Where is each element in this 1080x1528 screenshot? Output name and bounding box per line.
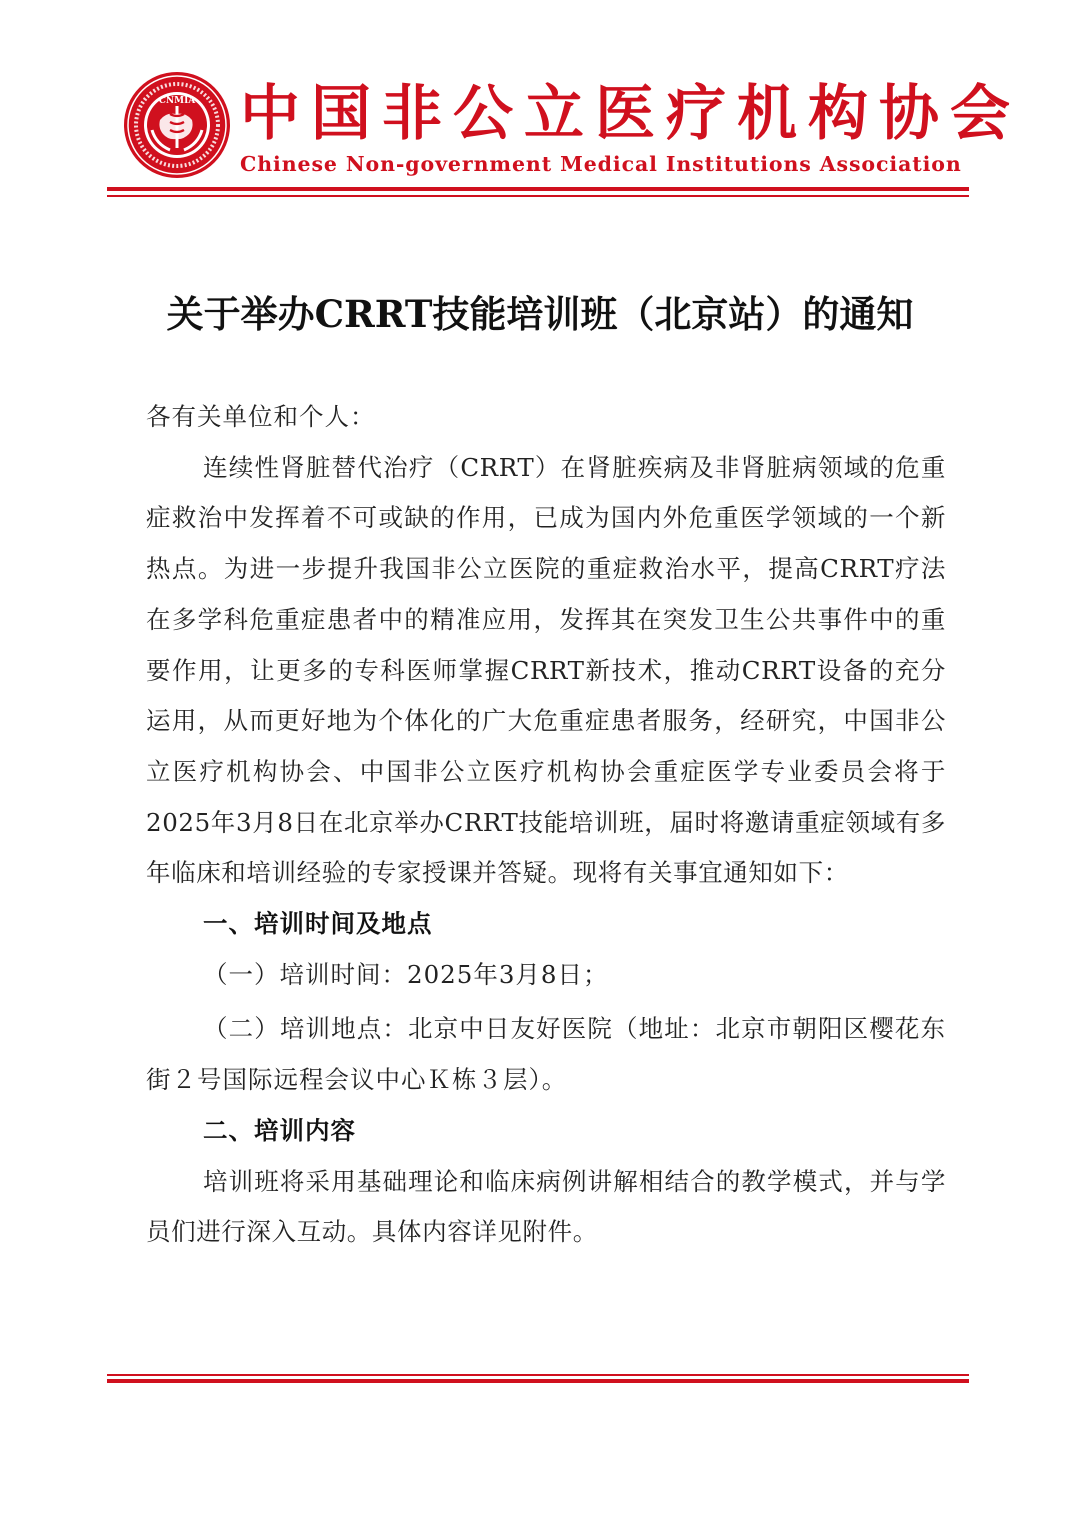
training-location: （二）培训地点：北京中日友好医院（地址：北京市朝阳区樱花东街２号国际远程会议中心Ｋ栋３层）。 — [146, 1014, 946, 1095]
section-heading-time-location: 一、培训时间及地点 — [203, 909, 433, 939]
organization-name-english: Chinese Non-government Medical Institutions Association — [240, 152, 962, 176]
training-time: （一）培训时间：2025年3月8日； — [203, 959, 609, 989]
footer-rule-thin — [107, 1374, 969, 1376]
document-body — [146, 392, 946, 1258]
salutation: 各有关单位和个人： — [146, 402, 376, 431]
section-heading-content: 二、培训内容 — [203, 1115, 356, 1145]
letterhead — [0, 0, 1080, 210]
association-seal-logo — [122, 70, 232, 180]
seal-monogram: CNMIA — [158, 96, 196, 106]
intro-paragraph: 连续性肾脏替代治疗（CRRT）在肾脏疾病及非肾脏病领域的危重症救治中发挥着不可或缺的作用，已成为国内外危重医学领域的一个新热点。为进一步提升我国非公立医院的重症救治水平，提高CRRT疗法在多学科危重症患者中的精准应用，发挥其在突发卫生公共事件中的重要作用，让更多的专科医师掌握CRRT新技术，推动CRRT设备的充分运用，从而更好地为个体化的广大危重症患者服务，经研究，中国非公立医疗机构协会、中国非公立医疗机构协会重症医学专业委员会将于2025年3月8日在北京举办CRRT技能培训班，届时将邀请重症领域有多年临床和培训经验的专家授课并答疑。现将有关事宜通知如下： — [146, 452, 946, 888]
organization-name-chinese: 中国非公立医疗机构协会 — [240, 79, 1021, 149]
training-content-paragraph: 培训班将采用基础理论和临床病例讲解相结合的教学模式，并与学员们进行深入互动。具体内容详见附件。 — [146, 1166, 946, 1247]
document-title: 关于举办CRRT技能培训班（北京站）的通知 — [166, 292, 914, 336]
footer-rule-thick — [107, 1379, 969, 1383]
header-rule-thick — [107, 187, 969, 191]
header-rule-thin — [107, 195, 969, 197]
